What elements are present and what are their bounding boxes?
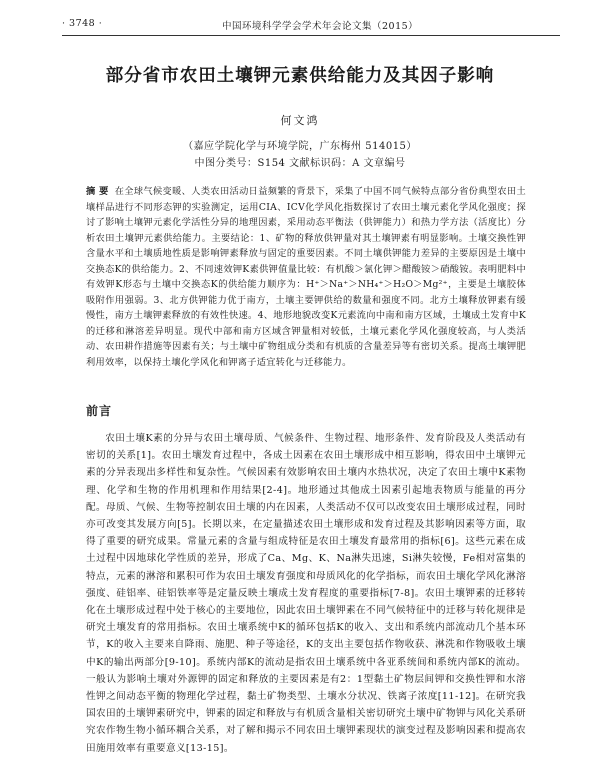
abstract-text: 在全球气候变暖、人类农田活动日益频繁的背景下，采集了中国不同气候特点部分省份典型农田土壤样品进行不同形态钾的实验测定，运用CIA、ICV化学风化指数探讨了农田土壤元素化学风化强度；探讨了影响土壤钾元素化学活性分异的地理因素，采用动态平衡法（供钾能力）和热力学方法（活度比）分析农田土壤钾元素供给能力。主要结论：1、矿物的释放供钾量对其土壤钾素有明显影响。土壤交换性钾含量水平和土壤质地性质是影响钾素释放与固定的重要因素。不同土壤供钾能力差异的主要原因是土壤中交换态K的供给能力。2、不同速效钾K素供钾值量比较：有机酸＞氯化钾＞醋酸铵＞硝酸铵。表明肥料中有效钾K形态与土壤中交换态K的供给能力顺序为：H⁺＞Na⁺＞NH₄⁺＞H₂O＞Mg²⁺，主要是土壤胶体吸附作用强弱。3、北方供钾能力优于南方，土壤主要钾供给的数量和强度不同。北方土壤释放钾素有缓慢性，南方土壤钾素释放的有效性快速。4、地形地貌改变K元素流向中南和南方区域，土壤成土发育中K的迁移和淋溶差异明显。现代中部和南方区域含钾量相对较低，土壤元素化学风化强度较高，与人类活动、农田耕作措施等因素有关；与土壤中矿物组成分类和有机质的含量差异等有密切关系。提高土壤钾肥利用效率，以保持土壤化学风化和钾离子适宜转化与迁移能力。 — [86, 186, 526, 368]
running-header — [62, 12, 560, 36]
page-number: · 3748 · — [62, 18, 103, 29]
author-name: 何文鸿 — [280, 114, 320, 127]
classification-line: 中图分类号：S154 文献标识码：A 文章编号 — [194, 158, 406, 169]
abstract — [86, 184, 526, 370]
section-heading: 前言 — [86, 404, 113, 418]
abstract-label: 摘 要 — [86, 186, 109, 197]
paper-title: 部分省市农田土壤钾元素供给能力及其因子影响 — [105, 66, 495, 86]
author-affiliation: （嘉应学院化学与环境学院，广东梅州 514015） — [183, 141, 417, 152]
body-paragraph: 农田土壤K素的分异与农田土壤母质、气候条件、生物过程、地形条件、发育阶段及人类活动有密切的关系[1]。农田土壤发育过程中，各成土因素在农田土壤形成中相互影响，得农田中土壤钾元素的分异表现出多样性和复杂性。气候因素有效影响农田土壤内水热状况，决定了农田土壤中K素物理、化学和生物的作用机理和作用结果[2-4]。地形通过其他成土因素引起地表物质与能量的再分配。母质、气候、生物等控制农田土壤的内在因素，人类活动不仅可以改变农田土壤形成过程，同时亦可改变其发展方向[5]。长期以来，在定量描述农田土壤形成和发育过程及其影响因素等方面，取得了重要的研究成果。常量元素的含量与组成特征是农田土壤发育最常用的指标[6]。这些元素在成土过程中因地球化学性质的差异，形成了Ca、Mg、K、Na淋失迅速，Si淋失较慢，Fe相对富集的特点，元素的淋溶和累积可作为农田土壤发育强度和母质风化的化学指标，而农田土壤化学风化淋溶强度、硅铝率、硅铝铁率等是定量反映土壤成土发育程度的重要指标[7-8]。农田土壤钾素的迁移转化在土壤形成过程中处于核心的主要地位，因此农田土壤钾素在不同气候特征中的迁移与转化规律是研究土壤发育的常用指标。农田土壤系统中K的循环包括K的收入、支出和系统内部流动几个基本环节，K的收入主要来自降雨、施肥、种子等途径，K的支出主要包括作物收获、淋洗和作物吸收土壤中K的输出两部分[9-10]。系统内部K的流动是指农田土壤系统中各亚系统间和系统内部K的流动。一般认为影响土壤对外源钾的固定和释放的主要因素是有2：1型黏土矿物层间钾和交换性钾和水溶性钾之间动态平衡的物理化学过程，黏土矿物类型、土壤水分状况、铁离子浓度[11-12]。在研究我国农田的土壤钾素研究中，钾素的固定和释放与有机质含量相关密切研究土壤中矿物钾与风化关系研究农作物生物小循环耦合关系，对了解和揭示不同农田土壤钾素现状的演变过程及影响因素和提高农田施用效率有重要意义[13-15]。 — [86, 433, 526, 754]
journal-name: 中国环境科学学会学术年会论文集（2015） — [222, 21, 419, 32]
